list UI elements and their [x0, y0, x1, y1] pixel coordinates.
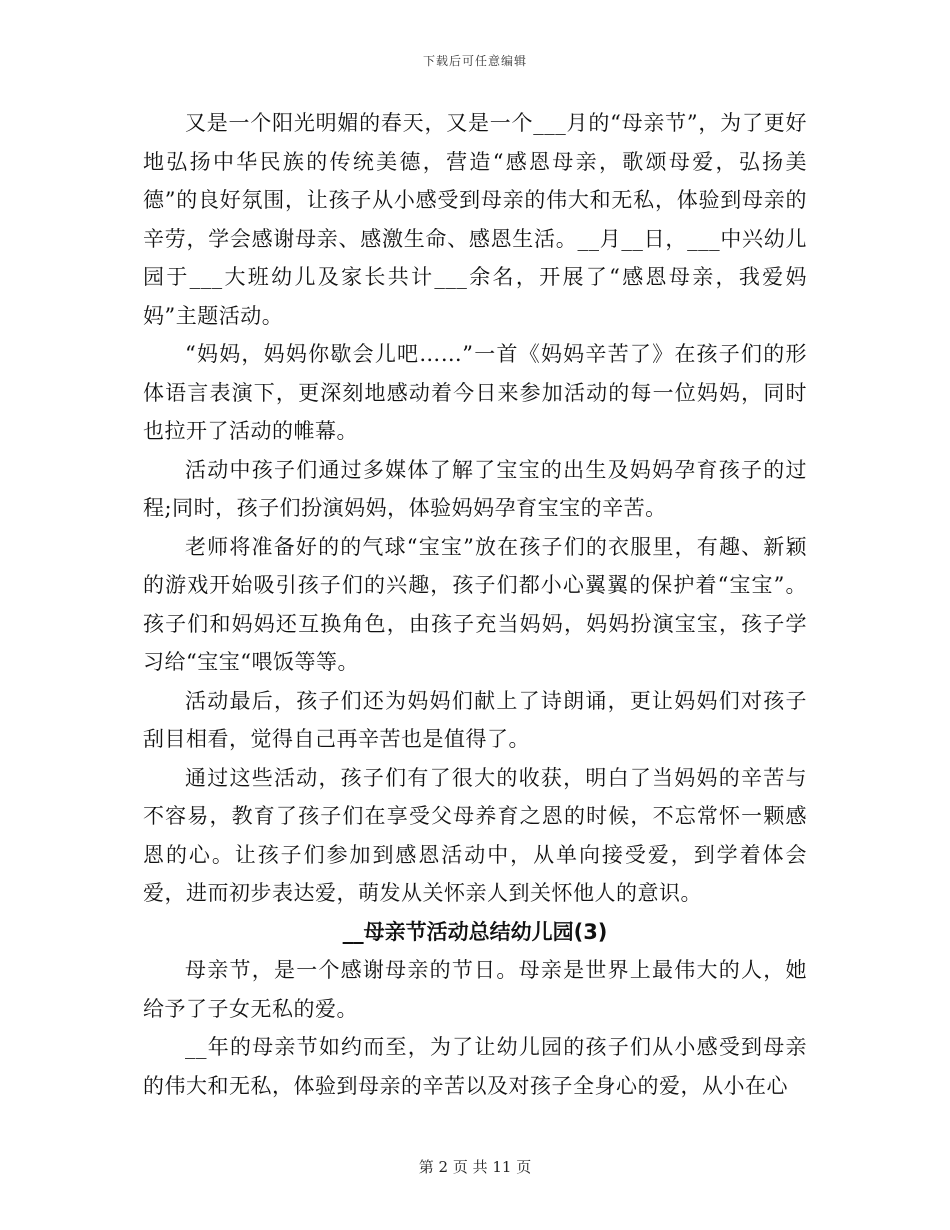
paragraph-song: “妈妈，妈妈你歇会儿吧……”一首《妈妈辛苦了》在孩子们的形体语言表演下，更深刻地感动着今日来参加活动的每一位妈妈，同时也拉开了活动的帷幕。 [143, 342, 807, 443]
page-number: 第 2 页 共 11 页 [418, 1158, 532, 1176]
section-title: __母亲节活动总结幼儿园(3) [342, 919, 608, 944]
paragraph-multimedia: 活动中孩子们通过多媒体了解了宝宝的出生及妈妈孕育孩子的过程;同时，孩子们扮演妈妈，体验妈妈孕育宝宝的辛苦。 [143, 457, 807, 520]
paragraph-this-year: __年的母亲节如约而至，为了让幼儿园的孩子们从小感受到母亲的伟大和无私，体验到母亲的辛苦以及对孩子全身心的爱，从小在心 [143, 1035, 807, 1098]
page-header: 下载后可任意编辑 [422, 54, 527, 68]
paragraph-conclusion: 通过这些活动，孩子们有了很大的收获，明白了当妈妈的辛苦与不容易，教育了孩子们在享受父母养育之恩的时候，不忘常怀一颗感恩的心。让孩子们参加到感恩活动中，从单向接受爱，到学着体会爱，进而初步表达爱，萌发从关怀亲人到关怀他人的意识。 [143, 765, 807, 905]
document-body [143, 104, 807, 1105]
paragraph-poem: 活动最后，孩子们还为妈妈们献上了诗朗诵，更让妈妈们对孩子刮目相看，觉得自己再辛苦也是值得了。 [143, 688, 807, 751]
paragraph-balloon-game: 老师将准备好的的气球“宝宝”放在孩子们的衣服里，有趣、新颖的游戏开始吸引孩子们的兴趣，孩子们都小心翼翼的保护着“宝宝”。孩子们和妈妈还互换角色，由孩子充当妈妈，妈妈扮演宝宝，孩子学习给“宝宝“喂饭等等。 [143, 534, 807, 674]
paragraph-mothers-day: 母亲节，是一个感谢母亲的节日。母亲是世界上最伟大的人，她给予了子女无私的爱。 [143, 958, 807, 1021]
paragraph-intro: 又是一个阳光明媚的春天，又是一个___月的“母亲节”，为了更好地弘扬中华民族的传统美德，营造“感恩母亲，歌颂母爱，弘扬美德”的良好氛围，让孩子从小感受到母亲的伟大和无私，体验到母亲的辛劳，学会感谢母亲、感激生命、感恩生活。__月__日，___中兴幼儿园于___大班幼儿及家长共计___余名，开展了“感恩母亲，我爱妈妈”主题活动。 [143, 111, 807, 328]
